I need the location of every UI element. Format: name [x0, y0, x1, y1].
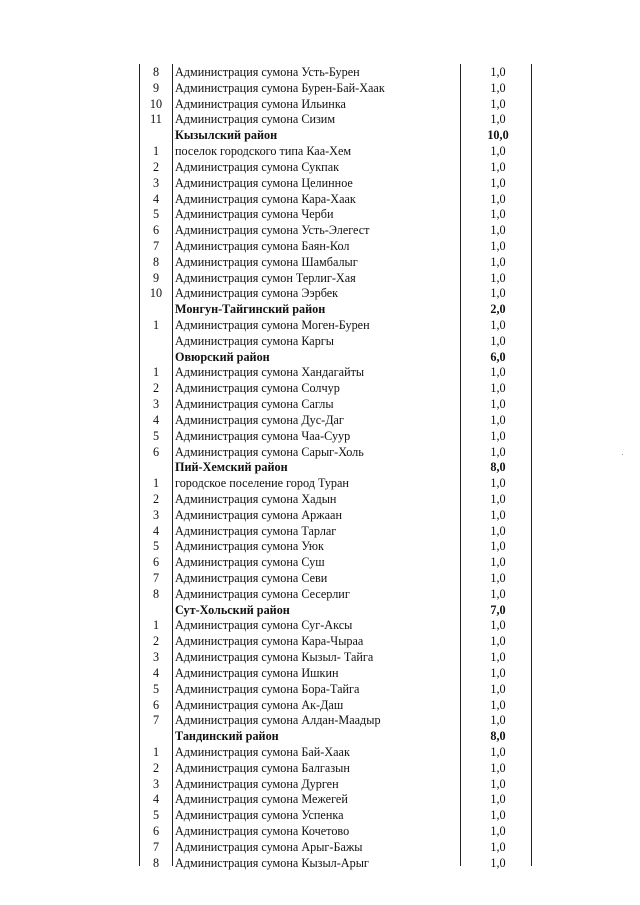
row-number: 1: [152, 618, 160, 633]
row-number: 1: [152, 318, 160, 332]
row-value: 1,0: [490, 397, 506, 412]
row-number: 7: [152, 713, 160, 728]
district-total: 8,0: [490, 460, 506, 475]
table-row: [0, 698, 640, 714]
row-number: 5: [152, 428, 160, 443]
administration-name: Администрация сумона Сарыг-Холь: [175, 444, 364, 459]
district-total: 8,0: [490, 729, 506, 744]
administration-name: Администрация сумон Терлиг-Хая: [175, 270, 356, 285]
row-number: 11: [150, 112, 162, 127]
administration-name: Администрация сумона Солчур: [175, 381, 340, 396]
table-row: [0, 713, 640, 729]
administration-name: Администрация сумона Сукпак: [175, 159, 340, 174]
table-row: [0, 397, 640, 413]
district-name: Монгун-Тайгинский район: [175, 302, 326, 317]
row-number: 3: [152, 776, 160, 791]
row-value: 1,0: [490, 365, 506, 380]
table-row: [0, 650, 640, 666]
administration-name: Администрация сумона Сизим: [175, 112, 336, 127]
table-row: [0, 445, 640, 461]
table-row: [0, 381, 640, 397]
row-value: 1,0: [490, 270, 506, 285]
row-number: 1: [152, 365, 160, 380]
row-number: 3: [152, 175, 160, 190]
row-number: 8: [152, 586, 160, 601]
administration-name: Администрация сумона Сесерлиг: [175, 586, 350, 601]
row-value: 1,0: [490, 318, 506, 332]
row-value: 1,0: [490, 144, 506, 159]
administration-name: Администрация сумона Кочетово: [175, 824, 350, 838]
district-total: 7,0: [490, 602, 506, 617]
administration-name: поселок городского типа Каа-Хем: [175, 144, 352, 159]
row-value: 1,0: [490, 824, 506, 838]
table-row: [0, 207, 640, 223]
table-row: [0, 97, 640, 113]
administration-name: городское поселение город Туран: [175, 476, 349, 491]
allocation-table: [0, 65, 640, 871]
table-row: [0, 112, 640, 128]
scan-speck: [622, 454, 623, 455]
administration-name: Администрация сумона Бора-Тайга: [175, 681, 360, 696]
administration-name: Администрация сумона Усть-Бурен: [175, 65, 360, 79]
table-row: [0, 555, 640, 571]
administration-name: Администрация сумона Тарлаг: [175, 523, 337, 538]
row-value: 1,0: [490, 191, 506, 206]
table-row: [0, 840, 640, 856]
table-row: [0, 413, 640, 429]
table-row: [0, 286, 640, 302]
row-value: 1,0: [490, 839, 506, 854]
district-name: Кызылский район: [175, 128, 278, 143]
row-value: 1,0: [490, 650, 506, 665]
administration-name: Администрация сумона Аржаан: [175, 507, 342, 522]
row-number: 3: [152, 650, 160, 665]
administration-name: Администрация сумона Бурен-Бай-Хаак: [175, 80, 385, 95]
district-header-row: [0, 460, 640, 476]
administration-name: Администрация сумона Суш: [175, 555, 325, 570]
table-row: [0, 81, 640, 97]
table-row: [0, 524, 640, 540]
district-name: Овюрский район: [175, 349, 270, 364]
row-number: 4: [152, 191, 160, 206]
row-value: 1,0: [490, 381, 506, 396]
administration-name: Администрация сумона Кара-Чыраа: [175, 634, 364, 649]
table-row: [0, 792, 640, 808]
row-value: 1,0: [490, 555, 506, 570]
table-row: [0, 539, 640, 555]
row-value: 1,0: [490, 476, 506, 491]
table-row: [0, 777, 640, 793]
row-value: 1,0: [490, 744, 506, 759]
table-row: [0, 618, 640, 634]
district-name: Сут-Хольский район: [175, 602, 290, 617]
administration-name: Администрация сумона Ильинка: [175, 96, 346, 111]
row-number: 3: [152, 397, 160, 412]
table-row: [0, 492, 640, 508]
row-value: 1,0: [490, 286, 506, 301]
row-value: 1,0: [490, 96, 506, 111]
administration-name: Администрация сумона Бай-Хаак: [175, 744, 350, 759]
row-number: 4: [152, 792, 160, 807]
table-row: [0, 271, 640, 287]
table-row: [0, 761, 640, 777]
table-row: [0, 176, 640, 192]
administration-name: Администрация сумона Кызыл-Арыг: [175, 855, 369, 870]
row-value: 1,0: [490, 523, 506, 538]
row-value: 1,0: [490, 207, 506, 222]
row-value: 1,0: [490, 412, 506, 427]
row-value: 1,0: [490, 586, 506, 601]
row-number: 4: [152, 412, 160, 427]
administration-name: Администрация сумона Успенка: [175, 808, 344, 823]
administration-name: Администрация сумона Баян-Кол: [175, 238, 350, 253]
row-number: 5: [152, 207, 160, 222]
row-number: 5: [152, 681, 160, 696]
table-row: [0, 808, 640, 824]
administration-name: Администрация сумона Ээрбек: [175, 286, 339, 301]
table-row: [0, 223, 640, 239]
district-header-row: [0, 302, 640, 318]
row-number: 6: [152, 555, 160, 570]
table-row: [0, 255, 640, 271]
row-number: 2: [152, 491, 160, 506]
table-row: [0, 745, 640, 761]
row-value: 1,0: [490, 444, 506, 459]
row-value: 1,0: [490, 571, 506, 585]
administration-name: Администрация сумона Арыг-Бажы: [175, 839, 363, 854]
row-number: 1: [152, 144, 160, 159]
row-number: 10: [149, 286, 163, 301]
district-header-row: [0, 350, 640, 366]
administration-name: Администрация сумона Хадын: [175, 491, 337, 506]
district-total: 10,0: [487, 128, 509, 143]
row-number: 8: [152, 254, 160, 269]
table-row: [0, 666, 640, 682]
row-number: 5: [152, 808, 160, 823]
row-value: 1,0: [490, 223, 506, 238]
administration-name: Администрация сумона Моген-Бурен: [175, 318, 370, 332]
table-row: [0, 508, 640, 524]
row-number: 2: [152, 159, 160, 174]
row-value: 1,0: [490, 507, 506, 522]
row-value: 1,0: [490, 80, 506, 95]
administration-name: Администрация сумона Шамбалыг: [175, 254, 358, 269]
district-name: Тандинский район: [175, 729, 279, 744]
district-total: 2,0: [490, 302, 506, 317]
row-value: 1,0: [490, 665, 506, 680]
district-header-row: [0, 729, 640, 745]
administration-name: Администрация сумона Кызыл- Тайга: [175, 650, 374, 665]
administration-name: Администрация сумона Дурген: [175, 776, 339, 791]
row-number: 1: [152, 744, 160, 759]
district-header-row: [0, 128, 640, 144]
administration-name: Администрация сумона Балгазын: [175, 760, 350, 775]
administration-name: Администрация сумона Черби: [175, 207, 334, 222]
administration-name: Администрация сумона Саглы: [175, 397, 334, 412]
table-row: [0, 634, 640, 650]
row-value: 1,0: [490, 634, 506, 649]
table-row: [0, 587, 640, 603]
table-row: [0, 856, 640, 872]
row-number: 2: [152, 634, 160, 649]
table-row: [0, 318, 640, 334]
table-row: [0, 571, 640, 587]
row-number: 2: [152, 381, 160, 396]
row-value: 1,0: [490, 175, 506, 190]
table-row: [0, 192, 640, 208]
row-value: 1,0: [490, 713, 506, 728]
row-number: 1: [152, 476, 160, 491]
row-number: 6: [152, 824, 160, 838]
table-row: [0, 65, 640, 81]
row-number: 10: [149, 96, 163, 111]
row-value: 1,0: [490, 238, 506, 253]
administration-name: Администрация сумона Кара-Хаак: [175, 191, 356, 206]
administration-name: Администрация сумона Ак-Даш: [175, 697, 344, 712]
table-row: [0, 334, 640, 350]
row-value: 1,0: [490, 491, 506, 506]
row-number: 5: [152, 539, 160, 554]
row-number: 8: [152, 855, 160, 870]
administration-name: Администрация сумона Каргы: [175, 333, 334, 348]
row-number: 7: [152, 839, 160, 854]
row-value: 1,0: [490, 855, 506, 870]
table-row: [0, 239, 640, 255]
table-row: [0, 144, 640, 160]
row-number: 7: [152, 571, 160, 585]
row-value: 1,0: [490, 539, 506, 554]
row-value: 1,0: [490, 254, 506, 269]
table-row: [0, 824, 640, 840]
row-value: 1,0: [490, 333, 506, 348]
administration-name: Администрация сумона Ишкин: [175, 665, 339, 680]
row-value: 1,0: [490, 428, 506, 443]
table-row: [0, 429, 640, 445]
administration-name: Администрация сумона Хандагайты: [175, 365, 365, 380]
administration-name: Администрация сумона Севи: [175, 571, 328, 585]
table-row: [0, 682, 640, 698]
row-number: 6: [152, 223, 160, 238]
row-number: 4: [152, 523, 160, 538]
administration-name: Администрация сумона Чаа-Суур: [175, 428, 351, 443]
table-row: [0, 365, 640, 381]
row-number: 9: [152, 270, 160, 285]
row-value: 1,0: [490, 159, 506, 174]
district-total: 6,0: [490, 349, 506, 364]
row-number: 4: [152, 665, 160, 680]
district-name: Пий-Хемский район: [175, 460, 288, 475]
administration-name: Администрация сумона Суг-Аксы: [175, 618, 353, 633]
table-row: [0, 160, 640, 176]
administration-name: Администрация сумона Уюк: [175, 539, 324, 554]
row-number: 2: [152, 760, 160, 775]
row-number: 6: [152, 697, 160, 712]
row-value: 1,0: [490, 697, 506, 712]
row-value: 1,0: [490, 112, 506, 127]
row-value: 1,0: [490, 776, 506, 791]
row-value: 1,0: [490, 618, 506, 633]
row-value: 1,0: [490, 681, 506, 696]
administration-name: Администрация сумона Алдан-Маадыр: [175, 713, 381, 728]
row-value: 1,0: [490, 808, 506, 823]
row-number: 9: [152, 80, 160, 95]
row-number: 8: [152, 65, 160, 79]
district-header-row: [0, 603, 640, 619]
administration-name: Администрация сумона Дус-Даг: [175, 412, 344, 427]
row-number: 7: [152, 238, 160, 253]
row-value: 1,0: [490, 65, 506, 79]
table-row: [0, 476, 640, 492]
row-value: 1,0: [490, 792, 506, 807]
administration-name: Администрация сумона Усть-Элегест: [175, 223, 370, 238]
administration-name: Администрация сумона Межегей: [175, 792, 348, 807]
row-number: 6: [152, 444, 160, 459]
row-number: 3: [152, 507, 160, 522]
row-value: 1,0: [490, 760, 506, 775]
administration-name: Администрация сумона Целинное: [175, 175, 353, 190]
